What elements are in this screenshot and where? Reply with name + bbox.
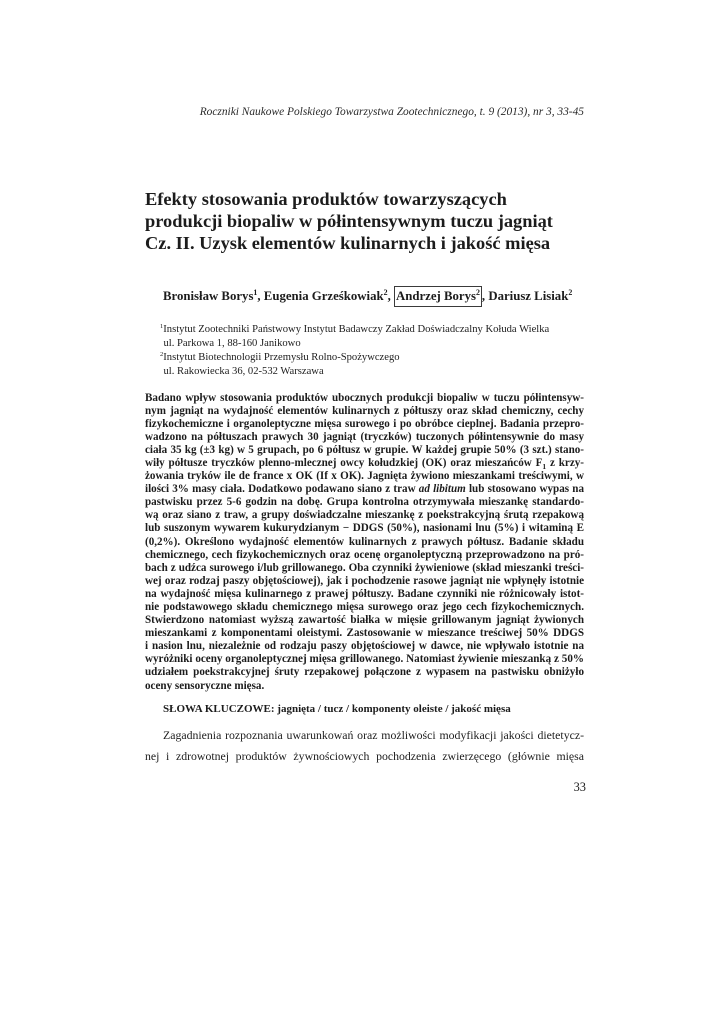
page-number: 33	[573, 780, 586, 794]
abstract-line-text: mieszankami z komponentami oleistymi. Zastosowanie w mieszance treściwej 50% DDGS	[145, 627, 584, 640]
author-name: Eugenia Grześkowiak	[263, 289, 384, 303]
abstract-line-text: wyróżniki oceny organoleptycznej mięsa grillowanego. Natomiast żywienie mieszanką z 50%	[145, 653, 584, 666]
abstract-line-text: Badano wpływ stosowania produktów ubocznych produkcji biopaliw w tuczu półintensyw-	[145, 391, 584, 404]
highlighted-author	[394, 286, 482, 307]
author-name: Bronisław Borys	[163, 289, 254, 303]
abstract-line	[145, 653, 584, 666]
abstract-line	[145, 509, 584, 522]
abstract-line-text: Stwierdzono natomiast wyższą zawartość białka w mięsie grillowanym jagniąt żywionych	[145, 614, 584, 627]
affiliation-mark: 2	[568, 288, 573, 298]
affiliation-text: ul. Rakowiecka 36, 02-532 Warszawa	[163, 365, 324, 377]
abstract-line	[145, 483, 584, 496]
abstract-line-text: wadzono na półtuszach prawych 30 jagniąt (tryczków) tuczonych półintensywnie do masy	[145, 430, 584, 443]
abstract-line-text: żowania tryków ile de france x OK (If x OK). Jagnięta żywiono mieszankami treściwymi, w	[145, 470, 584, 483]
title-line: Cz. II. Uzysk elementów kulinarnych i jakość mięsa	[145, 233, 551, 253]
keywords: SŁOWA KLUCZOWE: jagnięta / tucz / komponenty oleiste / jakość mięsa	[163, 703, 511, 715]
abstract-line-text: nie podstawowego składu chemicznego mięsa surowego oraz jego cech fizykochemicznych.	[145, 601, 584, 613]
author	[163, 289, 257, 303]
author-separator: ,	[387, 289, 394, 303]
title-line: produkcji biopaliw w półintensywnym tuczu jagniąt	[145, 211, 553, 231]
abstract-line-text	[145, 457, 584, 470]
body-line-text: Zagadnienia rozpoznania uwarunkowań oraz możliwości modyfikacji jakości dietetycz-	[163, 727, 584, 742]
affiliation-line	[160, 365, 549, 378]
text-run: z krzy-	[546, 456, 584, 469]
affiliations	[160, 323, 549, 378]
author	[488, 289, 572, 303]
affiliation-text: ul. Parkowa 1, 88-160 Janikowo	[163, 338, 301, 350]
journal-header: Roczniki Naukowe Polskiego Towarzystwa Zootechnicznego, t. 9 (2013), nr 3, 33-45	[199, 106, 584, 118]
italic-text: ad libitum	[418, 483, 466, 496]
affiliation-mark: 1	[253, 288, 258, 298]
body-line-text: nej i zdrowotnej produktów żywnościowych pochodzenia zwierzęcego (głównie mięsa	[145, 748, 584, 763]
subscript: 1	[542, 461, 547, 471]
title-line: Efekty stosowania produktów towarzyszących	[145, 189, 507, 209]
abstract-line-text: na wydajność mięsa kulinarnego z prawej półtuszy. Badane czynniki nie różnicowały istot-	[145, 587, 584, 600]
abstract-line	[145, 536, 584, 549]
article-title	[145, 188, 553, 254]
author-name: Andrzej Borys	[395, 289, 476, 303]
abstract-line	[145, 666, 584, 679]
abstract-line	[145, 405, 584, 418]
abstract-line-text: i nasion lnu, niezależnie od rodzaju paszy objętościowej w dawce, nie wpływało istotnie na	[145, 640, 584, 653]
text-run: wiły półtusze tryczków plenno-mlecznej owcy kołudzkiej (OK) oraz mieszańców F	[145, 456, 543, 469]
author-separator: ,	[257, 289, 264, 303]
body-line	[145, 746, 584, 767]
abstract-line	[145, 601, 584, 614]
affiliation-line	[160, 351, 549, 365]
body-text	[145, 725, 584, 767]
abstract-line	[145, 588, 584, 601]
abstract-line-text: wej oraz rodzaj paszy objętościowej), jak i pochodzenie rasowe jagniąt nie wpłynęły istotnie	[145, 574, 584, 587]
author-separator: ,	[481, 289, 489, 303]
abstract-line	[145, 392, 584, 405]
abstract-line	[145, 562, 584, 575]
affiliation-mark: 2	[383, 288, 388, 298]
abstract-line	[145, 522, 584, 535]
abstract-line-text: chemicznego, cech fizykochemicznych oraz ocenę organoleptyczną przeprowadzono na pró-	[145, 548, 584, 561]
affiliation-line	[160, 323, 549, 337]
abstract-line-text: nym jagniąt na wydajność elementów kulinarnych z półtuszy oraz skład chemiczny, cechy	[145, 404, 584, 417]
abstract-line	[145, 627, 584, 640]
abstract-line-text: fizykochemiczne i organoleptyczne mięsa surowego i po obróbce cieplnej. Badania przepro-	[145, 417, 584, 430]
abstract-line-text	[145, 483, 584, 496]
affiliation-mark: 1	[160, 322, 164, 330]
affiliation-line	[160, 337, 549, 350]
text-run: ilości 3% masy ciała. Dodatkowo podawano siano z traw	[145, 483, 419, 496]
abstract-line	[145, 496, 584, 509]
abstract-line	[145, 444, 584, 457]
abstract-line-text: wą oraz siano z traw, a grupy doświadczalne mieszankę z poekstrakcyjną śrutą rzepakową	[145, 509, 584, 522]
abstract-line-text: udziałem poekstrakcyjnej śruty rzepakowej połączone z wypasem na pastwisku obniżyło	[145, 666, 584, 679]
abstract-line	[145, 470, 584, 483]
affiliation-text: Instytut Zootechniki Państwowy Instytut Badawczy Zakład Doświadczalny Kołuda Wielka	[163, 324, 550, 335]
abstract-line	[145, 640, 584, 653]
author-list	[163, 288, 572, 306]
abstract	[145, 392, 584, 693]
abstract-line-text: bach z udźca surowego i/lub grillowanego. Oba czynniki żywieniowe (skład mieszanki treści-	[145, 561, 584, 574]
abstract-line	[145, 575, 584, 588]
abstract-line	[145, 614, 584, 627]
body-line	[145, 725, 584, 746]
author-name: Dariusz Lisiak	[488, 289, 569, 303]
affiliation-mark: 2	[475, 288, 480, 298]
abstract-line	[145, 457, 584, 470]
abstract-line	[145, 418, 584, 431]
author	[264, 289, 388, 303]
abstract-line-text: oceny sensoryczne mięsa.	[145, 679, 265, 692]
abstract-line	[145, 431, 584, 444]
affiliation-text: Instytut Biotechnologii Przemysłu Rolno-Spożywczego	[163, 351, 400, 363]
abstract-line-text: ciała 35 kg (±3 kg) w 5 grupach, po 6 półtusz w grupie. W każdej grupie 50% (3 szt.) stano-	[145, 443, 584, 456]
abstract-line	[145, 549, 584, 562]
abstract-line	[145, 680, 584, 693]
abstract-line-text: (0,2%). Określono wydajność elementów kulinarnych z prawych półtusz. Badanie składu	[145, 535, 584, 548]
affiliation-mark: 2	[160, 350, 164, 358]
abstract-line-text: pastwisku przez 5-6 godzin na dobę. Grupa kontrolna otrzymywała mieszankę standardo-	[145, 496, 584, 509]
text-run: lub stosowano wypas na	[465, 483, 584, 496]
abstract-line-text: lub suszonym wywarem kukurydzianym − DDGS (50%), nasionami lnu (5%) i witaminą E	[145, 522, 584, 535]
